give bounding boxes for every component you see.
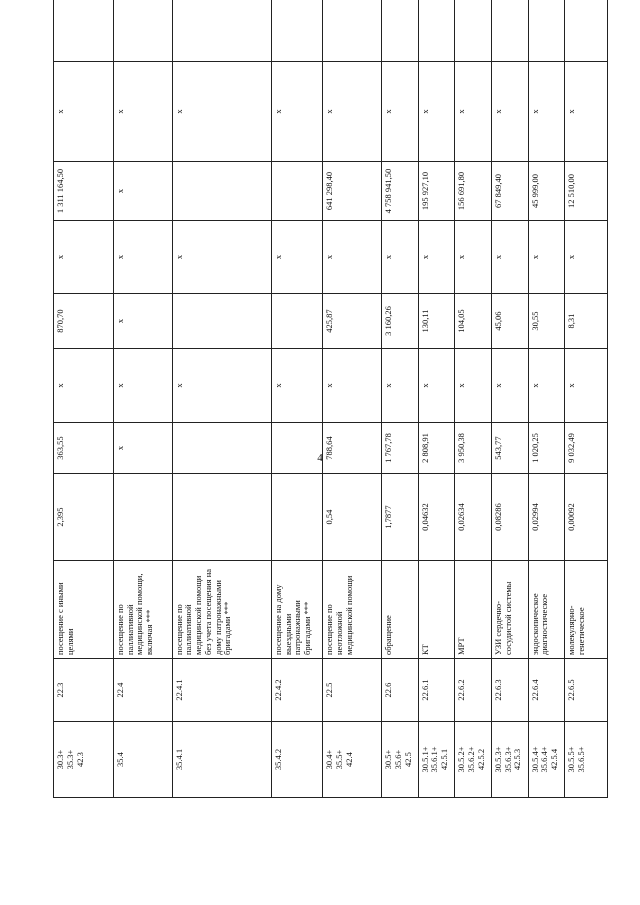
row-coefficient: 0,08286 <box>491 474 528 561</box>
row-blank <box>565 0 608 62</box>
row-codes <box>323 722 382 798</box>
row-name: УЗИ сердечно-сосудистой системы <box>491 561 528 659</box>
row-cost: 363,55 <box>54 423 114 474</box>
row-codes <box>491 722 528 798</box>
row-name: КТ <box>418 561 455 659</box>
row-value: х <box>113 294 172 349</box>
row-cost: 9 032,49 <box>565 423 608 474</box>
row-number: 22.6.1 <box>418 659 455 722</box>
row-value: 45,06 <box>491 294 528 349</box>
row-mark: х <box>382 221 419 294</box>
row-total: 156 691,80 <box>455 162 492 221</box>
row-blank <box>418 0 455 62</box>
row-total: 12 510,00 <box>565 162 608 221</box>
row-codes <box>172 722 271 798</box>
row-total: 641 298,40 <box>323 162 382 221</box>
row-value: 130,11 <box>418 294 455 349</box>
row-code: 30.3+ <box>55 749 65 770</box>
row-code: 30.5.4+ <box>529 746 540 773</box>
row-mark: х <box>382 62 419 162</box>
table-row <box>323 0 382 798</box>
table-row <box>455 0 492 798</box>
row-mark: х <box>528 349 565 423</box>
row-code: 35.5+ <box>334 749 344 770</box>
data-table <box>53 0 608 798</box>
row-value: 3 160,26 <box>382 294 419 349</box>
row-coefficient <box>113 474 172 561</box>
row-code: 42.5.2 <box>475 748 486 771</box>
row-value: 8,31 <box>565 294 608 349</box>
row-coefficient: 0,02994 <box>528 474 565 561</box>
table-row <box>113 0 172 798</box>
table-row <box>491 0 528 798</box>
row-name: молекулярно-генетическое <box>565 561 608 659</box>
row-mark: х <box>271 349 322 423</box>
row-mark: х <box>418 221 455 294</box>
table-row <box>528 0 565 798</box>
row-mark: х <box>271 62 322 162</box>
row-number: 22.6 <box>382 659 419 722</box>
row-mark: х <box>565 62 608 162</box>
row-mark: х <box>172 221 271 294</box>
row-mark: х <box>565 221 608 294</box>
row-blank <box>54 0 114 62</box>
row-codes <box>528 722 565 798</box>
table-row <box>382 0 419 798</box>
row-mark: х <box>455 62 492 162</box>
row-value: 30,55 <box>528 294 565 349</box>
row-mark: х <box>491 221 528 294</box>
row-coefficient <box>172 474 271 561</box>
table-row <box>565 0 608 798</box>
row-code: 42.5.1 <box>439 748 450 771</box>
table-row <box>54 0 114 798</box>
row-mark: х <box>54 221 114 294</box>
row-codes <box>113 722 172 798</box>
row-mark: х <box>528 221 565 294</box>
row-blank <box>113 0 172 62</box>
row-blank <box>271 0 322 62</box>
row-code: 35.4.2 <box>272 748 283 771</box>
row-cost: 3 950,38 <box>455 423 492 474</box>
row-number: 22.4 <box>113 659 172 722</box>
row-mark: х <box>491 62 528 162</box>
rotated-table-container <box>53 30 608 798</box>
row-mark: х <box>54 349 114 423</box>
row-mark: х <box>418 62 455 162</box>
row-codes <box>418 722 455 798</box>
row-value: 425,87 <box>323 294 382 349</box>
table-row <box>271 0 322 798</box>
row-code: 35.6.2+ <box>466 746 477 773</box>
row-mark: х <box>113 221 172 294</box>
row-coefficient: 2,395 <box>54 474 114 561</box>
row-mark: х <box>455 349 492 423</box>
row-total <box>271 162 322 221</box>
row-code: 30.5.2+ <box>456 746 467 773</box>
row-number: 22.5 <box>323 659 382 722</box>
row-name: посещение по паллиативной медицинской помощи без учета посещения на дому патронажными бригадами *** <box>172 561 271 659</box>
row-coefficient: 0,00092 <box>565 474 608 561</box>
row-total: 67 849,40 <box>491 162 528 221</box>
row-mark: х <box>455 221 492 294</box>
row-number: 22.6.2 <box>455 659 492 722</box>
row-mark: х <box>382 349 419 423</box>
row-total <box>172 162 271 221</box>
row-value <box>172 294 271 349</box>
row-mark: х <box>418 349 455 423</box>
row-code: 42.3 <box>74 752 85 767</box>
row-mark: х <box>271 221 322 294</box>
row-cost: 788,64 <box>323 423 382 474</box>
row-code: 42.4 <box>343 752 354 767</box>
row-name: эндоскопическое диагностическое <box>528 561 565 659</box>
row-code: 35.6.4+ <box>539 746 550 773</box>
row-total: 1 311 164,50 <box>54 162 114 221</box>
row-value: 870,70 <box>54 294 114 349</box>
row-mark: х <box>565 349 608 423</box>
row-total: 45 999,00 <box>528 162 565 221</box>
row-mark: х <box>172 62 271 162</box>
row-number: 22.6.4 <box>528 659 565 722</box>
row-blank <box>172 0 271 62</box>
row-cost: 543,77 <box>491 423 528 474</box>
row-blank <box>382 0 419 62</box>
row-coefficient: 0,04632 <box>418 474 455 561</box>
row-code: 35.4 <box>114 752 125 767</box>
row-blank <box>491 0 528 62</box>
row-name: посещение по паллиативной медицинской помощи, включая *** <box>113 561 172 659</box>
row-code: 35.6.5+ <box>575 746 586 773</box>
row-code: 30.5+ <box>383 749 393 770</box>
row-coefficient: 1,7877 <box>382 474 419 561</box>
row-number: 22.6.5 <box>565 659 608 722</box>
row-mark: х <box>323 349 382 423</box>
row-cost: 1 020,25 <box>528 423 565 474</box>
row-code: 35.3+ <box>64 749 75 770</box>
row-code: 35.4.1 <box>173 748 184 771</box>
table-row <box>172 0 271 798</box>
row-mark: х <box>528 62 565 162</box>
row-number: 22.4.2 <box>271 659 322 722</box>
row-value <box>271 294 322 349</box>
row-mark: х <box>172 349 271 423</box>
row-cost: х <box>113 423 172 474</box>
row-name: посещение с иными целями <box>54 561 114 659</box>
row-cost: 2 808,91 <box>418 423 455 474</box>
row-coefficient: 0,54 <box>323 474 382 561</box>
row-mark: х <box>491 349 528 423</box>
row-codes <box>565 722 608 798</box>
row-codes <box>455 722 492 798</box>
row-code: 42.5.3 <box>512 748 523 771</box>
row-value: 104,05 <box>455 294 492 349</box>
row-coefficient: 0,02634 <box>455 474 492 561</box>
row-name: посещение на дому выездными патронажными бригадами *** <box>271 561 322 659</box>
row-code: 42.5 <box>402 752 413 767</box>
row-total: х <box>113 162 172 221</box>
row-code: 30.5.3+ <box>492 746 503 773</box>
row-name: посещение по неотложной медицинской помощи <box>323 561 382 659</box>
row-code: 35.6+ <box>392 749 403 770</box>
row-coefficient <box>271 474 322 561</box>
row-number: 22.6.3 <box>491 659 528 722</box>
row-codes <box>382 722 419 798</box>
row-mark: х <box>113 62 172 162</box>
row-blank <box>323 0 382 62</box>
row-cost: 1 767,78 <box>382 423 419 474</box>
row-number: 22.4.1 <box>172 659 271 722</box>
row-code: 30.5.1+ <box>419 746 430 773</box>
page-number: 4 <box>317 452 323 464</box>
row-cost <box>172 423 271 474</box>
row-code: 30.5.5+ <box>566 746 577 773</box>
row-mark: х <box>323 62 382 162</box>
row-code: 42.5.4 <box>549 748 560 771</box>
row-total: 4 758 941,50 <box>382 162 419 221</box>
row-number: 22.3 <box>54 659 114 722</box>
row-code: 35.6.3+ <box>502 746 513 773</box>
row-blank <box>528 0 565 62</box>
row-codes <box>54 722 114 798</box>
row-codes <box>271 722 322 798</box>
row-mark: х <box>323 221 382 294</box>
row-code: 30.4+ <box>324 749 335 770</box>
row-name: обращение <box>382 561 419 659</box>
row-blank <box>455 0 492 62</box>
row-name: МРТ <box>455 561 492 659</box>
table-row <box>418 0 455 798</box>
row-total: 195 927,10 <box>418 162 455 221</box>
row-cost <box>271 423 322 474</box>
row-mark: х <box>54 62 114 162</box>
row-code: 35.6.1+ <box>429 746 440 773</box>
row-mark: х <box>113 349 172 423</box>
